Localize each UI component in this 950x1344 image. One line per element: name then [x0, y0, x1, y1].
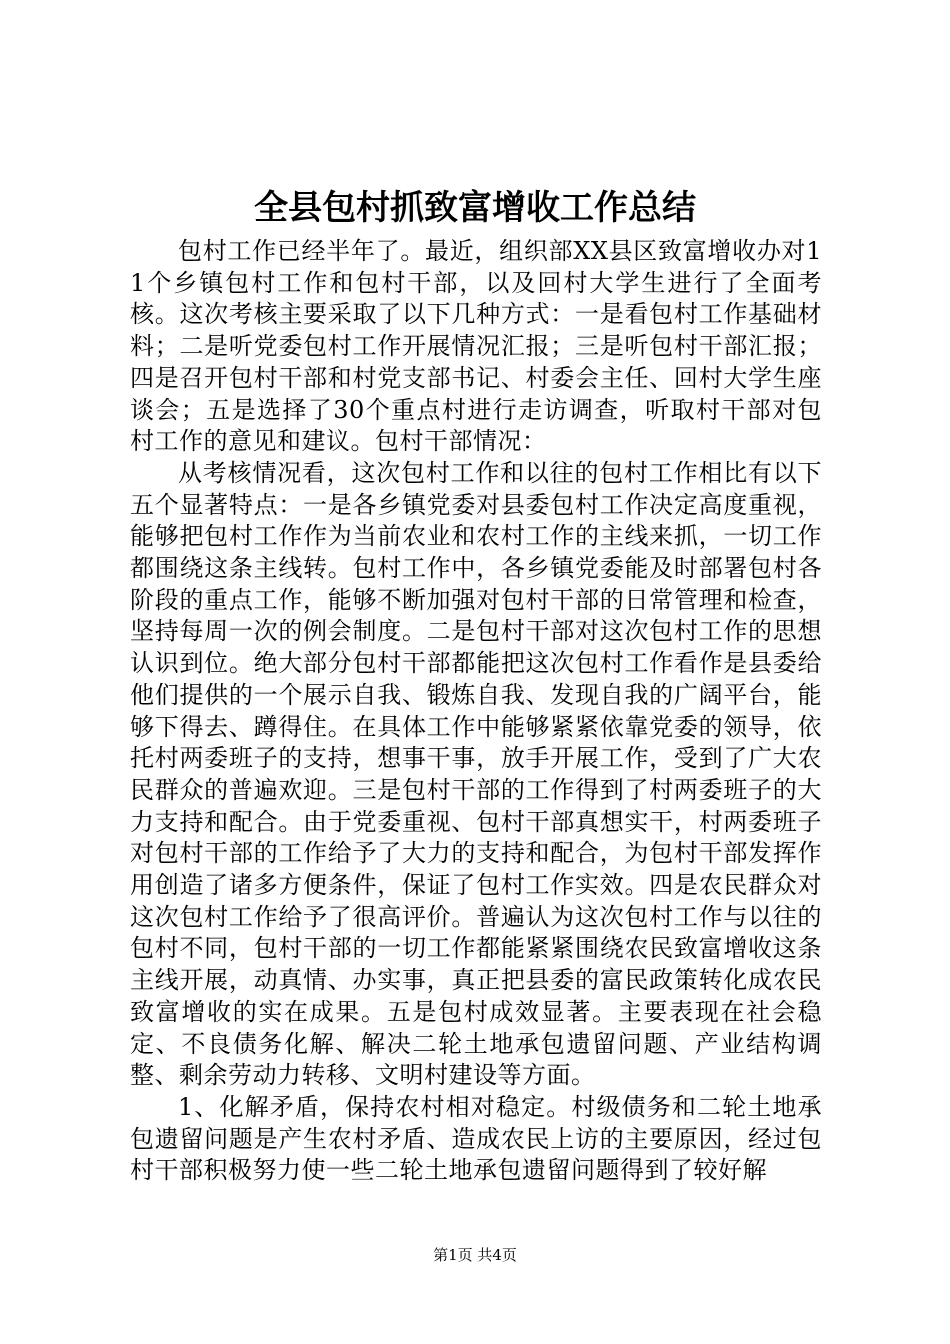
- document-title: 全县包村抓致富增收工作总结: [254, 188, 696, 228]
- page-number-footer: 第1页 共4页: [433, 1246, 517, 1264]
- paragraph-intro: 包村工作已经半年了。最近，组织部XX县区致富增收办对11个乡镇包村工作和包村干部，以及回村大学生进行了全面考核。这次考核主要采取了以下几种方式：一是看包村工作基础材料；二是听党委包村工作开展情况汇报；三是听包村干部汇报；四是召开包村干部和村党支部书记、村委会主任、回村大学生座谈会；五是选择了30个重点村进行走访调查，听取村干部对包村工作的意见和建议。包村干部情况：: [130, 237, 822, 456]
- paragraph-features: 从考核情况看，这次包村工作和以往的包村工作相比有以下五个显著特点：一是各乡镇党委对县委包村工作决定高度重视，能够把包村工作作为当前农业和农村工作的主线来抓，一切工作都围绕这条主线转。包村工作中，各乡镇党委能及时部署包村各阶段的重点工作，能够不断加强对包村干部的日常管理和检查，坚持每周一次的例会制度。二是包村干部对这次包村工作的思想认识到位。绝大部分包村干部都能把这次包村工作看作是县委给他们提供的一个展示自我、锻炼自我、发现自我的广阔平台，能够下得去、蹲得住。在具体工作中能够紧紧依靠党委的领导，依托村两委班子的支持，想事干事，放手开展工作，受到了广大农民群众的普遍欢迎。三是包村干部的工作得到了村两委班子的大力支持和配合。由于党委重视、包村干部真想实干，村两委班子对包村干部的工作给予了大力的支持和配合，为包村干部发挥作用创造了诸多方便条件，保证了包村工作实效。四是农民群众对这次包村工作给予了很高评价。普遍认为这次包村工作与以往的包村不同，包村干部的一切工作都能紧紧围绕农民致富增收这条主线开展，动真情、办实事，真正把县委的富民政策转化成农民致富增收的实在成果。五是包村成效显著。主要表现在社会稳定、不良债务化解、解决二轮土地承包遗留问题、产业结构调整、剩余劳动力转移、文明村建设等方面。: [130, 458, 822, 1090]
- document-body: [130, 236, 822, 1187]
- paragraph-item-1: 1、化解矛盾，保持农村相对稳定。村级债务和二轮土地承包遗留问题是产生农村矛盾、造成农民上访的主要原因，经过包村干部积极努力使一些二轮土地承包遗留问题得到了较好解: [130, 1092, 822, 1185]
